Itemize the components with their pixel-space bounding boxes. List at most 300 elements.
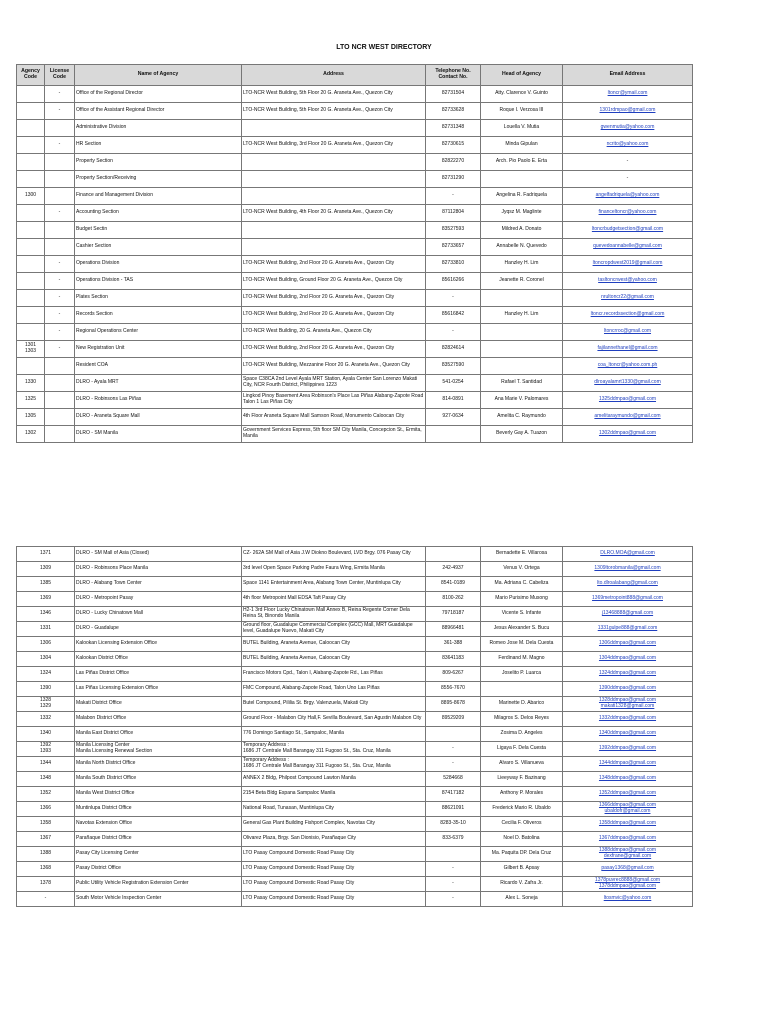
email-link[interactable]: ltoncropdwest2019@gmail.com bbox=[592, 260, 663, 267]
header-email: Email Address bbox=[563, 65, 693, 86]
license-code bbox=[45, 239, 75, 256]
agency-code: 1352 bbox=[17, 787, 75, 802]
head-of-agency bbox=[481, 358, 563, 375]
table-row bbox=[17, 171, 693, 188]
license-code bbox=[45, 409, 75, 426]
agency-name: Manila West District Office bbox=[75, 787, 242, 802]
head-of-agency: Noel D. Batolina bbox=[481, 832, 563, 847]
table-row bbox=[17, 154, 693, 171]
agency-name: DLRO - Alabang Town Center bbox=[75, 577, 242, 592]
agency-name: Las Piñas District Office bbox=[75, 667, 242, 682]
license-code bbox=[45, 392, 75, 409]
agency-address: LTO-NCR West Building, 5th Floor 20 G. Araneta Ave., Quezon City bbox=[242, 103, 426, 120]
email-address bbox=[563, 273, 693, 290]
agency-name: Parañaque District Office bbox=[75, 832, 242, 847]
agency-name: Property Section bbox=[75, 154, 242, 171]
agency-address: BUTEL Building, Araneta Avenue, Caloocan City bbox=[242, 652, 426, 667]
email-link[interactable]: tasltoncrwest@yahoo.com bbox=[598, 277, 657, 284]
agency-address: FMC Compound, Alabang-Zapote Road, Talon Uno Las Piñas bbox=[242, 682, 426, 697]
email-link[interactable]: 1378ddmpao@gmail.com bbox=[598, 883, 657, 889]
head-of-agency: Ricardo V. Zafra Jr. bbox=[481, 877, 563, 892]
header-row bbox=[17, 65, 693, 86]
email-link[interactable]: 1332ddmpao@gmail.com bbox=[598, 715, 657, 722]
email-link[interactable]: 1304ddmpao@gmail.com bbox=[598, 655, 657, 662]
agency-address: Olivarez Plaza, Brgy. San Dionisio, Parañaque City bbox=[242, 832, 426, 847]
telephone: - bbox=[426, 877, 481, 892]
table-row bbox=[17, 652, 693, 667]
agency-name: Manila North District Office bbox=[75, 757, 242, 772]
table-row bbox=[17, 239, 693, 256]
telephone bbox=[426, 727, 481, 742]
agency-code: 1388 bbox=[17, 847, 75, 862]
email-link[interactable]: dlroayalamrt1330@gmail.com bbox=[594, 379, 661, 386]
email-address bbox=[563, 103, 693, 120]
table-row bbox=[17, 273, 693, 290]
table-row bbox=[17, 832, 693, 847]
agency-name: South Motor Vehicle Inspection Center bbox=[75, 892, 242, 907]
telephone: 82733628 bbox=[426, 103, 481, 120]
email-address bbox=[563, 307, 693, 324]
head-of-agency: Annabelle N. Quevedo bbox=[481, 239, 563, 256]
agency-name: Accounting Section bbox=[75, 205, 242, 222]
email-link[interactable]: 1388ddmpao@gmail.com bbox=[598, 847, 657, 854]
email-address bbox=[563, 409, 693, 426]
head-of-agency: Beverly Gay A. Tuazon bbox=[481, 426, 563, 443]
table-row bbox=[17, 392, 693, 409]
email-address bbox=[563, 742, 693, 757]
agency-code: 1325 bbox=[17, 392, 45, 409]
agency-address: Space C38CA 2nd Level Ayala MRT Station, Ayala Center San Lorenzo Makati City, NCR Fourth District, Philippines 1223 bbox=[242, 375, 426, 392]
email-address bbox=[563, 697, 693, 712]
table-row bbox=[17, 562, 693, 577]
head-of-agency bbox=[481, 324, 563, 341]
head-of-agency: Amelita C. Raymundo bbox=[481, 409, 563, 426]
license-code bbox=[45, 171, 75, 188]
email-link[interactable]: ltoncrroc@gmail.com bbox=[603, 328, 652, 335]
telephone: 814-0891 bbox=[426, 392, 481, 409]
license-code bbox=[45, 188, 75, 205]
email-link[interactable]: coa_ltoncr@yahoo.com.ph bbox=[597, 362, 658, 369]
email-link[interactable]: amelitaraymundo@gmail.com bbox=[594, 413, 661, 420]
head-of-agency: Atty. Clarence V. Guinto bbox=[481, 86, 563, 103]
email-link[interactable]: 1378puvrec8888@gmail.com bbox=[594, 877, 661, 884]
email-address bbox=[563, 817, 693, 832]
email-address bbox=[563, 86, 693, 103]
table-row bbox=[17, 727, 693, 742]
agency-code: 1367 bbox=[17, 832, 75, 847]
table-row bbox=[17, 637, 693, 652]
agency-address: LTO-NCR West Building, 2nd Floor 20 G. Araneta Ave., Quezon City bbox=[242, 307, 426, 324]
agency-address bbox=[242, 188, 426, 205]
email-link[interactable]: 1331gulpe888@gmail.com bbox=[597, 625, 658, 632]
agency-name: DLRO - Robinsons Place Manila bbox=[75, 562, 242, 577]
email-link[interactable]: 1324ddmpao@gmail.com bbox=[598, 670, 657, 677]
head-of-agency: Frederick Mario R. Ubaldo bbox=[481, 802, 563, 817]
license-code: - bbox=[45, 273, 75, 290]
table-row bbox=[17, 120, 693, 137]
agency-address bbox=[242, 222, 426, 239]
telephone: - bbox=[426, 862, 481, 877]
email-address bbox=[563, 772, 693, 787]
agency-name: Property Section/Receiving bbox=[75, 171, 242, 188]
head-of-agency: Louella V. Mutia bbox=[481, 120, 563, 137]
email-link[interactable]: quevedoannabelle@gmail.com bbox=[593, 243, 662, 250]
agency-address: LTO-NCR West Building, 5th Floor 20 G. Araneta Ave., Quezon City bbox=[242, 86, 426, 103]
table-row bbox=[17, 667, 693, 682]
license-code: - bbox=[45, 307, 75, 324]
email-link[interactable]: 1352ddmpao@gmail.com bbox=[598, 790, 657, 797]
agency-name: Operations Division - TAS bbox=[75, 273, 242, 290]
email-link[interactable]: 1309ltorobmanila@gmail.com bbox=[594, 565, 661, 572]
telephone: 83527590 bbox=[426, 358, 481, 375]
telephone: 8283-35-10 bbox=[426, 817, 481, 832]
agency-code bbox=[17, 171, 45, 188]
email-link[interactable]: 1302ddmpao@gmail.com bbox=[598, 430, 657, 437]
telephone: 82731290 bbox=[426, 171, 481, 188]
head-of-agency: Vicente S. Infante bbox=[481, 607, 563, 622]
agency-code bbox=[17, 103, 45, 120]
email-address bbox=[563, 622, 693, 637]
email-link[interactable]: 1301rdmpao@gmail.com bbox=[599, 107, 656, 114]
email-address bbox=[563, 877, 693, 892]
agency-name: Finance and Management Division bbox=[75, 188, 242, 205]
table-row bbox=[17, 877, 693, 892]
agency-address: LTO Pasay Compound Domestic Road Pasay City bbox=[242, 877, 426, 892]
agency-name: DLRO - SM Mall of Asia (Closed) bbox=[75, 547, 242, 562]
head-of-agency: Ma. Adriana C. Cabeliza bbox=[481, 577, 563, 592]
telephone: 82731348 bbox=[426, 120, 481, 137]
head-of-agency: Ana Marie V. Palomares bbox=[481, 392, 563, 409]
head-of-agency bbox=[481, 290, 563, 307]
email-link[interactable]: 1344ddmpao@gmail.com bbox=[598, 760, 657, 767]
telephone: 242-4937 bbox=[426, 562, 481, 577]
email-link[interactable]: ubaldofr@gmail.com bbox=[604, 808, 651, 814]
telephone: - bbox=[426, 892, 481, 907]
head-of-agency: Ligaya F. Dela Cuesta bbox=[481, 742, 563, 757]
agency-name: Makati District Office bbox=[75, 697, 242, 712]
table-row bbox=[17, 137, 693, 154]
license-code bbox=[45, 120, 75, 137]
header-license-code: License Code bbox=[45, 65, 75, 86]
directory-table-bottom bbox=[16, 546, 693, 907]
license-code bbox=[45, 358, 75, 375]
email-address bbox=[563, 637, 693, 652]
agency-address: 3rd level Open Space Parking Padre Faura Wing, Ermita Manila bbox=[242, 562, 426, 577]
agency-name: Kalookan District Office bbox=[75, 652, 242, 667]
email-link[interactable]: 1358ddmpao@gmail.com bbox=[598, 820, 657, 827]
agency-code: 1371 bbox=[17, 547, 75, 562]
telephone: 82822270 bbox=[426, 154, 481, 171]
agency-name: Muntinlupa District Office bbox=[75, 802, 242, 817]
head-of-agency: Joselito P. Luarca bbox=[481, 667, 563, 682]
email-address bbox=[563, 757, 693, 772]
agency-address: Ground Floor - Malabon City Hall,F. Sevilla Boulevard, San Agustin Malabon City bbox=[242, 712, 426, 727]
license-code: - bbox=[45, 256, 75, 273]
table-row bbox=[17, 86, 693, 103]
email-address bbox=[563, 847, 693, 862]
telephone: 85616842 bbox=[426, 307, 481, 324]
agency-code: 1332 bbox=[17, 712, 75, 727]
agency-code: 1385 bbox=[17, 577, 75, 592]
table-row bbox=[17, 802, 693, 817]
table-row bbox=[17, 607, 693, 622]
license-code: - bbox=[45, 103, 75, 120]
agency-code bbox=[17, 222, 45, 239]
agency-code bbox=[17, 273, 45, 290]
table-row bbox=[17, 188, 693, 205]
agency-code bbox=[17, 137, 45, 154]
email-link[interactable]: ncrito@yahoo.com bbox=[606, 141, 649, 148]
telephone: 89529209 bbox=[426, 712, 481, 727]
agency-code bbox=[17, 239, 45, 256]
header-address: Address bbox=[242, 65, 426, 86]
table-row bbox=[17, 222, 693, 239]
agency-code bbox=[17, 358, 45, 375]
telephone: 83641183 bbox=[426, 652, 481, 667]
email-address bbox=[563, 547, 693, 562]
agency-address: 4th floor Metropoint Mall EDSA Taft Pasay City bbox=[242, 592, 426, 607]
agency-code: 1340 bbox=[17, 727, 75, 742]
head-of-agency: Anthony P. Morales bbox=[481, 787, 563, 802]
telephone: 87112804 bbox=[426, 205, 481, 222]
agency-code bbox=[17, 120, 45, 137]
email-address bbox=[563, 239, 693, 256]
table-row bbox=[17, 772, 693, 787]
email-link[interactable]: fajilannethanel@gmail.com bbox=[597, 345, 658, 352]
head-of-agency bbox=[481, 171, 563, 188]
agency-code bbox=[17, 86, 45, 103]
agency-code: 1305 bbox=[17, 409, 45, 426]
agency-code: 1369 bbox=[17, 592, 75, 607]
email-link[interactable]: financeltoncr@yahoo.com bbox=[598, 209, 657, 216]
telephone bbox=[426, 547, 481, 562]
table-row bbox=[17, 892, 693, 907]
agency-address: Ground floor, Guadalupe Commercial Complex (GCC) Mall, MRT Guadalupe level, Guadalupe Nuevo, Makati City bbox=[242, 622, 426, 637]
table-row bbox=[17, 847, 693, 862]
email-link[interactable]: 1328ddmpao@gmail.com bbox=[598, 697, 657, 704]
email-link[interactable]: DLRO.MOA@gmail.com bbox=[600, 550, 655, 557]
telephone: 927-0634 bbox=[426, 409, 481, 426]
email-link[interactable]: 1340ddmpao@gmail.com bbox=[598, 730, 657, 737]
head-of-agency: Arch. Pio Paolo E. Erta bbox=[481, 154, 563, 171]
email-link[interactable]: j13468888@gmail.com bbox=[601, 610, 654, 617]
telephone: 87417182 bbox=[426, 787, 481, 802]
table-row bbox=[17, 592, 693, 607]
table-row bbox=[17, 697, 693, 712]
email-link[interactable]: 1325ddmpao@gmail.com bbox=[598, 396, 657, 403]
agency-address bbox=[242, 120, 426, 137]
license-code: - bbox=[45, 324, 75, 341]
table-row bbox=[17, 324, 693, 341]
agency-code: 1301 1303 bbox=[17, 341, 45, 358]
email-address bbox=[563, 392, 693, 409]
email-address bbox=[563, 652, 693, 667]
telephone: 82733657 bbox=[426, 239, 481, 256]
email-link[interactable]: dexfrane@gmail.com bbox=[603, 853, 652, 859]
agency-code: 1300 bbox=[17, 188, 45, 205]
agency-address: General Gas Plant Building Fishport Complex, Navotas City bbox=[242, 817, 426, 832]
head-of-agency: Marinette D. Abarico bbox=[481, 697, 563, 712]
agency-address: Francisco Motors Cpd., Talon I, Alabang-Zapote Rd., Las Piñas bbox=[242, 667, 426, 682]
telephone: 809-6267 bbox=[426, 667, 481, 682]
email-link[interactable]: 1392ddmpao@gmail.com bbox=[598, 745, 657, 752]
table-row bbox=[17, 757, 693, 772]
head-of-agency: Jyqsz M. Maglinte bbox=[481, 205, 563, 222]
email-link[interactable]: pasay1368@gmail.com bbox=[601, 865, 654, 872]
agency-address: Temporary Address : 1686 JT Centrale Mall Barangay 311 Fugoso St., Sta. Cruz, Manila bbox=[242, 742, 426, 757]
head-of-agency: Bernadette E. Villarosa bbox=[481, 547, 563, 562]
head-of-agency: Jesus Alexander S. Bucu bbox=[481, 622, 563, 637]
table-row bbox=[17, 426, 693, 443]
email-link[interactable]: ltoncr.recordssection@gmail.com bbox=[590, 311, 665, 318]
email-link[interactable]: ltoncrbudgetsection@gmail.com bbox=[591, 226, 664, 233]
email-address bbox=[563, 862, 693, 877]
agency-code: 1348 bbox=[17, 772, 75, 787]
email-address bbox=[563, 188, 693, 205]
telephone: - bbox=[426, 757, 481, 772]
agency-code bbox=[17, 256, 45, 273]
head-of-agency: Lieeyway F. Bazinang bbox=[481, 772, 563, 787]
table-row bbox=[17, 103, 693, 120]
telephone: - bbox=[426, 742, 481, 757]
header-agency-code: Agency Code bbox=[17, 65, 45, 86]
table-row bbox=[17, 682, 693, 697]
license-code bbox=[45, 222, 75, 239]
head-of-agency: Hanzley H. Lim bbox=[481, 307, 563, 324]
head-of-agency: Mildred A. Donato bbox=[481, 222, 563, 239]
agency-address: LTO-NCR West Building, 2nd Floor 20 G. Araneta Ave., Quezon City bbox=[242, 341, 426, 358]
email-link[interactable]: angelfadriquela@yahoo.com bbox=[595, 192, 660, 199]
email-address bbox=[563, 290, 693, 307]
email-link[interactable]: ltosmvic@yahoo.com bbox=[603, 895, 652, 902]
agency-address: LTO-NCR West Building, 4th Floor 20 G. Araneta Ave., Quezon City bbox=[242, 205, 426, 222]
agency-address: BUTEL Building, Araneta Avenue, Caloocan City bbox=[242, 637, 426, 652]
email-address bbox=[563, 324, 693, 341]
email-address: - bbox=[563, 154, 693, 171]
agency-code: 1346 bbox=[17, 607, 75, 622]
table-row bbox=[17, 256, 693, 273]
email-link[interactable]: 1367ddmpao@gmail.com bbox=[598, 835, 657, 842]
license-code bbox=[45, 375, 75, 392]
telephone: 85616266 bbox=[426, 273, 481, 290]
table-row bbox=[17, 375, 693, 392]
email-address bbox=[563, 577, 693, 592]
agency-code: 1304 bbox=[17, 652, 75, 667]
agency-address: LTO-NCR West Building, 2nd Floor 20 G. Araneta Ave., Quezon City bbox=[242, 290, 426, 307]
head-of-agency: Rafael T. Santidad bbox=[481, 375, 563, 392]
directory-table-top bbox=[16, 64, 693, 443]
table-row bbox=[17, 862, 693, 877]
head-of-agency: Venus V. Ortega bbox=[481, 562, 563, 577]
telephone: 541-0254 bbox=[426, 375, 481, 392]
email-address bbox=[563, 667, 693, 682]
license-code: - bbox=[45, 205, 75, 222]
head-of-agency bbox=[481, 341, 563, 358]
telephone: 82824614 bbox=[426, 341, 481, 358]
email-link[interactable]: ltoncr@ymail.com bbox=[607, 90, 648, 97]
email-address bbox=[563, 120, 693, 137]
agency-code: 1392 1393 bbox=[17, 742, 75, 757]
header-head: Head of Agency bbox=[481, 65, 563, 86]
email-address bbox=[563, 727, 693, 742]
agency-name: Pasay City Licensing Center bbox=[75, 847, 242, 862]
agency-code bbox=[17, 290, 45, 307]
telephone: 5284668 bbox=[426, 772, 481, 787]
table-row bbox=[17, 341, 693, 358]
email-address bbox=[563, 426, 693, 443]
head-of-agency: Alex L. Soneja bbox=[481, 892, 563, 907]
head-of-agency: Minda Gipulan bbox=[481, 137, 563, 154]
email-address bbox=[563, 256, 693, 273]
email-link[interactable]: lto.dlroalabang@gmail.com bbox=[597, 580, 658, 587]
head-of-agency: Roque I. Verzosa III bbox=[481, 103, 563, 120]
agency-address: National Road, Tunasan, Muntinlupa City bbox=[242, 802, 426, 817]
email-link[interactable]: 1366ddmpao@gmail.com bbox=[598, 802, 657, 809]
table-row bbox=[17, 622, 693, 637]
agency-code: - bbox=[17, 892, 75, 907]
telephone: 88966481 bbox=[426, 622, 481, 637]
table-row bbox=[17, 787, 693, 802]
license-code: - bbox=[45, 290, 75, 307]
agency-name: Operations Division bbox=[75, 256, 242, 273]
email-address bbox=[563, 712, 693, 727]
page-title: LTO NCR WEST DIRECTORY bbox=[336, 44, 432, 51]
agency-address bbox=[242, 154, 426, 171]
telephone bbox=[426, 847, 481, 862]
head-of-agency: Zosima D. Angeles bbox=[481, 727, 563, 742]
agency-name: DLRO - SM Manila bbox=[75, 426, 242, 443]
agency-code: 1330 bbox=[17, 375, 45, 392]
agency-address: CZ- 262A SM Mall of Asia J.W Diokno Boulevard, LVD Brgy. 076 Pasay City bbox=[242, 547, 426, 562]
email-link[interactable]: makati1328@gmail.com bbox=[600, 703, 655, 709]
agency-address: LTO Pasay Compound Domestic Road Pasay City bbox=[242, 862, 426, 877]
agency-name: Manila Licensing Center Manila Licensing Renewal Section bbox=[75, 742, 242, 757]
email-link[interactable]: 1369metropoint888@gmail.com bbox=[592, 595, 663, 602]
header-name: Name of Agency bbox=[75, 65, 242, 86]
email-link[interactable]: 1306ddmpao@gmail.com bbox=[598, 640, 657, 647]
telephone: 82733810 bbox=[426, 256, 481, 273]
telephone: 8895-8678 bbox=[426, 697, 481, 712]
license-code bbox=[45, 154, 75, 171]
agency-name: Public Utility Vehicle Registration Extension Center bbox=[75, 877, 242, 892]
head-of-agency: Gilbert B. Apsay bbox=[481, 862, 563, 877]
agency-name: Office of the Regional Director bbox=[75, 86, 242, 103]
email-address bbox=[563, 358, 693, 375]
head-of-agency: Ferdinand M. Magno bbox=[481, 652, 563, 667]
head-of-agency: Milagros S. Delos Reyes bbox=[481, 712, 563, 727]
telephone: 8556-7670 bbox=[426, 682, 481, 697]
agency-address: Butel Compound, Pililia St. Brgy. Valenzuela, Makati City bbox=[242, 697, 426, 712]
agency-code bbox=[17, 154, 45, 171]
agency-name: Malabon District Office bbox=[75, 712, 242, 727]
table-row bbox=[17, 577, 693, 592]
email-link[interactable]: 1348ddmpao@gmail.com bbox=[598, 775, 657, 782]
agency-code: 1344 bbox=[17, 757, 75, 772]
head-of-agency: Angelina R. Fadriquela bbox=[481, 188, 563, 205]
email-address bbox=[563, 205, 693, 222]
table-row bbox=[17, 205, 693, 222]
head-of-agency bbox=[481, 682, 563, 697]
agency-address: ANNEX 2 Bldg, Philpost Compound Lawton Manila bbox=[242, 772, 426, 787]
email-link[interactable]: gwenmutia@yahoo.com bbox=[600, 124, 655, 131]
email-link[interactable]: nrultoncr22@gmail.com bbox=[601, 294, 654, 301]
license-code: - bbox=[45, 86, 75, 103]
email-link[interactable]: 1390ddmpao@gmail.com bbox=[598, 685, 657, 692]
license-code: - bbox=[45, 137, 75, 154]
agency-name: HR Section bbox=[75, 137, 242, 154]
agency-code: 1390 bbox=[17, 682, 75, 697]
email-address bbox=[563, 892, 693, 907]
